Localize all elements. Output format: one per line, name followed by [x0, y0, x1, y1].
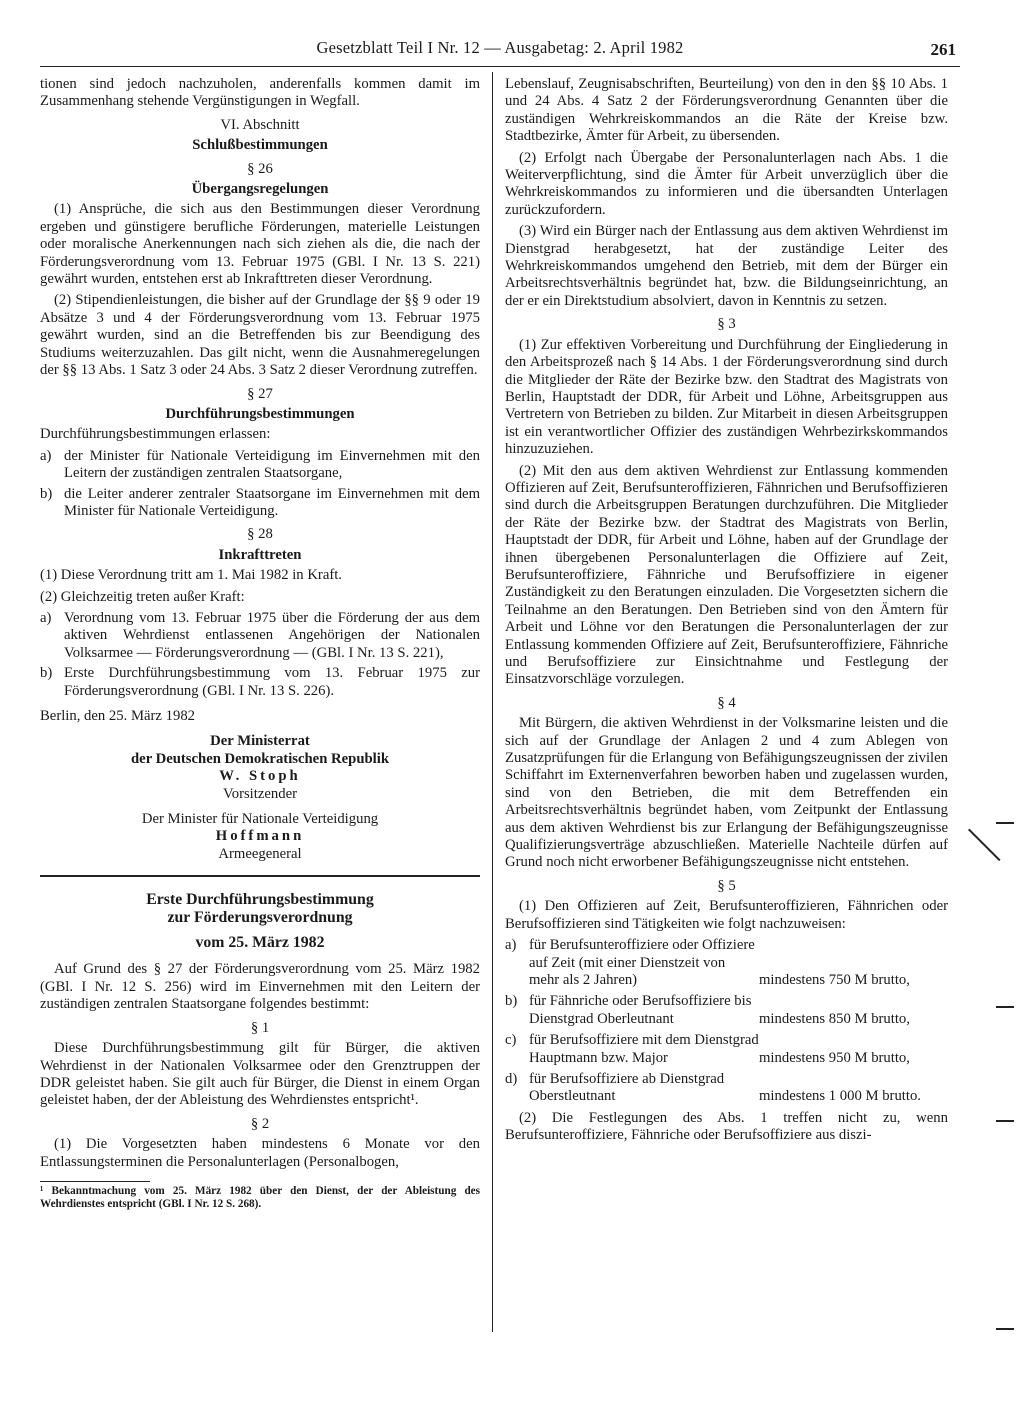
s2-p3: (3) Wird ein Bürger nach der Entlassung aus dem aktiven Wehrdienst im Dienstgrad herabgesetzt, hat der zuständige Leiter des Wehrkreiskommandos umgehend den Betrieb, mit dem der Bürger ein Arbeitsrechtsverhältnis begründet hat, bzw. die Bildungseinrichtung, an der er ein Direktstudium absolviert, davon in Kenntnis zu setzen. — [505, 223, 948, 309]
continued-paragraph: tionen sind jedoch nachzuholen, anderenfalls kommen damit im Zusammenhang stehende Vergünstigungen in Wegfall. — [40, 76, 480, 110]
pay-text: für Fähnriche oder Berufsoffiziere bis Dienstgrad Oberleutnant — [529, 993, 752, 1027]
pay-amount: mindestens 850 M brutto, — [759, 1010, 910, 1027]
section-separator — [40, 875, 480, 877]
list-item — [40, 610, 480, 662]
s5-p1: (1) Den Offizieren auf Zeit, Berufsunteroffizieren, Fähnrichen oder Berufsoffizieren sind Tätigkeiten wie folgt nachzuweisen: — [505, 898, 948, 932]
list-text: Verordnung vom 13. Februar 1975 über die Förderung der aus dem aktiven Wehrdienst entlassenen Angehörigen der Nationalen Volksarmee — Förderungsverordnung — (GBl. I Nr. 13 S. 221), — [64, 609, 480, 661]
signatory-body-line1: Der Ministerrat — [210, 733, 310, 750]
pay-amount: mindestens 1 000 M brutto. — [759, 1088, 921, 1105]
paragraph-number-28: § 28 — [247, 526, 273, 543]
s27-intro: Durchführungsbestimmungen erlassen: — [40, 426, 271, 443]
s3-p2: (2) Mit den aus dem aktiven Wehrdienst zur Entlassung kommenden Offizieren auf Zeit, Berufsunteroffizieren, Fähnrichen und Berufsoffizieren sind durch die Arbeitsgruppen Beratungen durchzuführen. Die Mitglieder der Räte der Bezirke bzw. der Stadtrat des Magistrats von Berlin, Hauptstadt der DDR, für Arbeit und Löhne, haben auf der Grundlage der ihnen übergebenen Personalunterlagen die Offiziere auf Zeit, Berufsunteroffiziere, Fähnriche und Berufsoffiziere in eigener Zuständigkeit zu den Beratungen einzuladen. Die Vorgesetzten sichern die Teilnahme an den Beratungen. Den Betrieben sind von den Ämtern für Arbeit und Löhne vor den Beratungen die Personalunterlagen der zur Entlassung kommenden Offiziere auf Zeit, Berufsunteroffiziere, Fähnriche und Berufsoffiziere zur Einsichtnahme und Festlegung der Einsatzvorschläge vorzulegen. — [505, 462, 948, 688]
s26-p2: (2) Stipendienleistungen, die bisher auf der Grundlage der §§ 9 oder 19 Absätze 3 und 4 der Förderungsverordnung vom 13. Februar 1975 gewährt wurden, sind an die Betreffenden bis zur Beendigung des Studiums weiterzuzahlen. Das gilt nicht, wenn die Ausnahmeregelungen der §§ 13 Abs. 1 Satz 3 oder 24 Abs. 3 Satz 2 dieser Verordnung zutreffen. — [40, 292, 480, 379]
pay-row — [505, 1032, 948, 1067]
s5-p2: (2) Die Festlegungen des Abs. 1 treffen nicht zu, wenn Berufsunteroffiziere, Fähnriche oder Berufsoffiziere aus diszi- — [505, 1109, 948, 1144]
paragraph-title-26: Übergangsregelungen — [191, 181, 329, 198]
margin-mark — [996, 822, 1014, 824]
document-date: vom 25. März 1982 — [195, 934, 325, 952]
section-title: Schlußbestimmungen — [192, 137, 328, 154]
paragraph-number-2: § 2 — [250, 1115, 270, 1132]
place-date: Berlin, den 25. März 1982 — [40, 708, 196, 724]
margin-mark — [996, 1006, 1014, 1008]
paragraph-number-5: § 5 — [717, 877, 736, 894]
pay-row — [505, 993, 948, 1028]
paragraph-number-4: § 4 — [717, 694, 736, 711]
signatory-name-2: Hoffmann — [215, 828, 305, 845]
list-text: der Minister für Nationale Verteidigung im Einvernehmen mit den Leitern der zuständigen zentralen Staatsorgane, — [64, 447, 480, 482]
s4-text: Mit Bürgern, die aktiven Wehrdienst in der Volksmarine leisten und die sich auf der Grundlage der Anlagen 2 und 4 zum Ablegen von Zusatzprüfungen für die Erlangung von Befähigungszeugnissen der zivilen Schiffahrt im Externenverfahren beworben haben und zugelassen wurden, sind von den Betrieben, die mit dem Betreffenden ein Arbeitsrechtsverhältnis begründet haben, vom Zeitpunkt der Entlassung aus dem aktiven Wehrdienst bis zur Erlangung der Befähigungszeugnisse Qualifizierungsverträge abzuschließen. Materielle Nachteile dürfen auf Grund noch nicht erworbener Befähigungszeugnisse nicht entstehen. — [505, 715, 948, 871]
paragraph-title-27: Durchführungsbestimmungen — [165, 405, 355, 422]
pay-text: für Berufsoffiziere ab Dienstgrad Oberstleutnant — [529, 1070, 725, 1105]
left-column — [40, 76, 480, 1211]
right-column — [505, 76, 948, 1149]
signatory-role-1: Vorsitzender — [223, 785, 297, 802]
footnote: ¹ Bekanntmachung vom 25. März 1982 über den Dienst, der der Ableistung des Wehrdienstes entspricht (GBl. I Nr. 12 S. 268). — [40, 1184, 480, 1210]
document-title-line1: Erste Durchführungsbestimmung — [146, 891, 374, 909]
pay-text: für Berufsoffiziere mit dem Dienstgrad Hauptmann bzw. Major — [529, 1032, 759, 1066]
pay-marker: d) — [505, 1070, 518, 1087]
section-heading: VI. Abschnitt — [220, 116, 300, 133]
page-number: 261 — [930, 40, 956, 59]
margin-mark — [996, 1120, 1014, 1122]
list-marker: b) — [40, 665, 53, 682]
preamble: Auf Grund des § 27 der Förderungsverordnung vom 25. März 1982 (GBl. I Nr. 12 S. 256) wird im Einvernehmen mit den Leitern der zuständigen zentralen Staatsorgane folgendes bestimmt: — [40, 961, 480, 1013]
pay-marker: b) — [505, 993, 518, 1010]
pay-row — [505, 1071, 948, 1106]
signatory-name-1: W. Stoph — [219, 768, 301, 785]
list-item — [40, 665, 480, 700]
margin-mark — [968, 829, 1001, 862]
paragraph-number-1: § 1 — [250, 1019, 270, 1036]
page-header — [40, 36, 960, 67]
signatory-body-line2: der Deutschen Demokratischen Republik — [131, 750, 389, 767]
pay-amount: mindestens 950 M brutto, — [759, 1049, 910, 1066]
header-title: Gesetzblatt Teil I Nr. 12 — Ausgabetag: 2. April 1982 — [316, 38, 684, 57]
s3-p1: (1) Zur effektiven Vorbereitung und Durchführung der Eingliederung in den Arbeitsprozeß nach § 14 Abs. 1 der Förderungsverordnung sind durch die Mitglieder der Räte der Bezirke bzw. den Stadtrat des Magistrats von Berlin, Hauptstadt der DDR, für Arbeit und Löhne, Arbeitsgruppen aus Vertretern von Betrieben zu bilden. Zur Mitarbeit in diesen Arbeitsgruppen ist ein verantwortlicher Offizier des zuständigen Wehrbezirkskommandos hinzuzuziehen. — [505, 336, 948, 458]
paragraph-number-27: § 27 — [247, 385, 273, 402]
signatory-role-2: Armeegeneral — [218, 845, 302, 862]
pay-row — [505, 937, 948, 989]
document-title-line2: zur Förderungsverordnung — [167, 908, 353, 926]
list-text: Erste Durchführungsbestimmung vom 13. Februar 1975 zur Förderungsverordnung (GBl. I Nr. 13 S. 226). — [64, 665, 480, 699]
list-marker: a) — [40, 609, 52, 626]
list-marker: b) — [40, 485, 53, 502]
column-divider — [492, 72, 493, 1332]
s28-p1: (1) Diese Verordnung tritt am 1. Mai 1982 in Kraft. — [40, 567, 342, 584]
list-text: die Leiter anderer zentraler Staatsorgane im Einvernehmen mit dem Minister für Nationale Verteidigung. — [64, 485, 480, 519]
continued-paragraph: Lebenslauf, Zeugnisabschriften, Beurteilung) von den in den §§ 10 Abs. 1 und 24 Abs. 4 Satz 2 der Förderungsverordnung Genannten über die zuständigen Wehrkreiskommandos an die Räte der Kreise bzw. Stadtbezirke, Ämter für Arbeit, zu übersenden. — [505, 76, 948, 145]
s26-p1: (1) Ansprüche, die sich aus den Bestimmungen dieser Verordnung ergeben und günstigere berufliche Förderungen, materielle Leistungen oder moralische Anerkennungen nach sich ziehen als die, die nach der Förderungsverordnung vom 13. Februar 1975 (GBl. I Nr. 13 S. 221) gewährt wurden, entstehen erst ab Inkrafttreten dieser Verordnung. — [40, 201, 480, 288]
paragraph-number-26: § 26 — [247, 160, 273, 177]
pay-marker: a) — [505, 937, 517, 954]
list-item — [40, 448, 480, 483]
pay-text: für Berufsunteroffiziere oder Offiziere auf Zeit (mit einer Dienstzeit von mehr als 2 Jahren) — [529, 937, 755, 988]
pay-marker: c) — [505, 1032, 517, 1049]
paragraph-title-28: Inkrafttreten — [218, 546, 302, 563]
signatory-minister: Der Minister für Nationale Verteidigung — [141, 811, 379, 828]
footnote-rule — [40, 1181, 150, 1182]
pay-amount: mindestens 750 M brutto, — [759, 971, 910, 988]
s2-p2: (2) Erfolgt nach Übergabe der Personalunterlagen nach Abs. 1 die Weiterverpflichtung, sind die Ämter für Arbeit unverzüglich über die Wehrkreiskommandos zu informieren und die übersandten Unterlagen zurückzufordern. — [505, 149, 948, 218]
s1-text: Diese Durchführungsbestimmung gilt für Bürger, die aktiven Wehrdienst in der Nationalen Volksarmee oder den Grenztruppen der DDR geleistet haben. Sie gilt auch für Bürger, die Dienst in einem Organ geleistet haben, der der Ableistung des Wehrdienstes entspricht¹. — [40, 1040, 480, 1109]
s28-p2: (2) Gleichzeitig treten außer Kraft: — [40, 588, 245, 605]
list-item — [40, 486, 480, 521]
margin-mark — [996, 1328, 1014, 1330]
list-marker: a) — [40, 447, 52, 464]
paragraph-number-3: § 3 — [717, 316, 736, 333]
s2-p1: (1) Die Vorgesetzten haben mindestens 6 Monate vor den Entlassungsterminen die Personalunterlagen (Personalbogen, — [40, 1136, 480, 1170]
